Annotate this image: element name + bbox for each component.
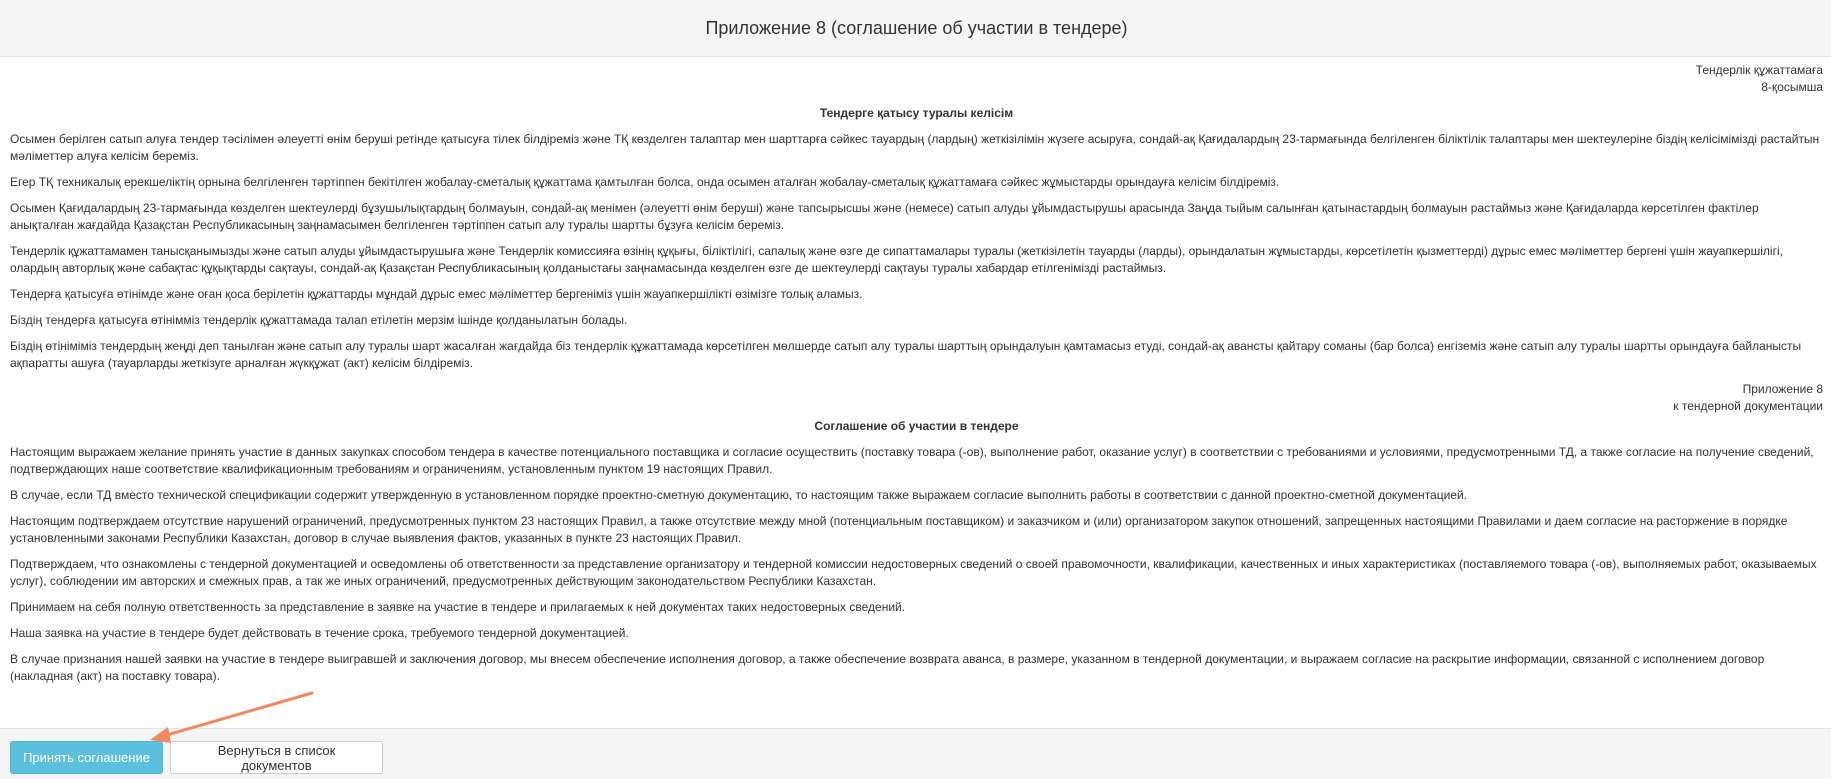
kz-paragraph: Осымен Қағидалардың 23-тармағында көзделген шектеулерді бұзушылықтардың болмауын, сондай-ақ менімен (әлеуетті өнім беруші) және тапсырысшы және (немесе) сатып алуды ұйымдастырушы арасында Заңда тыйым салынған қатынастардың болмауын растаймыз және Қағидаларда көрсетілген фактілер анықталған жағдайда Қазақстан Республикасының заңнамасымен белгіленген тәртіппен сатып алу туралы шартты бұзуға келісім береміз. (10, 201, 1759, 232)
agreement-content (10, 57, 1823, 712)
kz-paragraph: Егер ТҚ техникалық ерекшеліктің орнына белгіленген тәртіппен бекітілген жобалау-сметалық құжаттама қамтылған болса, онда осымен аталған жобалау-сметалық құжаттамаға сәйкес жұмыстарды орындауға келісім білдіреміз. (10, 175, 1280, 189)
kz-paragraphs (10, 131, 1823, 372)
ru-agreement-title: Соглашение об участии в тендере (814, 419, 1019, 433)
page-header (0, 0, 1831, 57)
kz-paragraph: Біздің тендерға қатысуға өтінімміз тендерлік құжаттамада талап етілетін мерзім ішінде қолданылатын болады. (10, 313, 628, 327)
ru-appendix-note-line2: к тендерной документации (1673, 399, 1823, 413)
ru-paragraph: Настоящим выражаем желание принять участие в данных закупках способом тендера в качестве потенциального поставщика и согласие осуществить (поставку товара (-ов), выполнение работ, оказание услуг) в соответствии с требованиями и условиями, предусмотренными ТД, а также согласие на получение сведений, подтверждающих наше соответствие квалификационным требованиям и ограничениям, установленным пунктом 19 настоящих Правил. (10, 445, 1814, 476)
kz-appendix-note (10, 62, 1823, 96)
kz-paragraph: Тендерлік құжаттамамен танысқанымызды және сатып алуды ұйымдастырушыға және Тендерлік комиссияға өзінің құқығы, біліктілігі, сапалық және өзге де сипаттамалары туралы (жеткізілетін тауарды (ларды), орындалатын жұмыстарды, көрсетілетін қызметтерді) дұрыс емес мәліметтер бергені үшін жауапкершілігі, олардың авторлық және сабақтас құқықтарды сақтауы, сондай-ақ Қазақстан Республикасының қолданыстағы заңнамасында көзделген өзге де шектеулерді сақтауы туралы хабардар етілгенімізді растаймыз. (10, 244, 1783, 275)
kz-paragraph: Осымен берілген сатып алуға тендер тәсілімен әлеуетті өнім беруші ретінде қатысуға тілек білдіреміз және ТҚ көзделген талаптар мен шарттарға сәйкес тауардың (лардың) жеткізілімін жүзеге асыруға, сондай-ақ Қағидалардың 23-тармағында белгіленген біліктілік талаптары мен шектеулеріне біздің келісімімізді растайтын мәліметтер алуға келісім береміз. (10, 132, 1820, 163)
ru-paragraph: Настоящим подтверждаем отсутствие нарушений ограничений, предусмотренных пунктом 23 настоящих Правил, а также отсутствие между мной (потенциальным поставщиком) и заказчиком и (или) организатором закупок отношений, запрещенных настоящими Правилами и даем согласие на расторжение в порядке установленными законами Республики Казахстан, договор в случае выявления фактов, указанных в пункте 23 настоящих Правил. (10, 514, 1788, 545)
page-title: Приложение 8 (соглашение об участии в тендере) (705, 17, 1128, 38)
ru-paragraph: В случае, если ТД вместо технической спецификации содержит утвержденную в установленном порядке проектно-сметную документацию, то настоящим также выражаем согласие выполнить работы в соответствии с данной проектно-сметной документацией. (10, 488, 1468, 502)
accept-agreement-button[interactable]: Принять соглашение (10, 741, 163, 774)
ru-paragraph: В случае признания нашей заявки на участие в тендере выигравшей и заключения договор, мы внесем обеспечение исполнения договор, а также обеспечение возврата аванса, в размере, указанном в тендерной документации, и выражаем согласие на раскрытие информации, связанной с исполнением договор (накладная (акт) на поставку товара). (10, 652, 1765, 683)
kz-appendix-note-line1: Тендерлік құжаттамаға (1695, 63, 1823, 77)
kz-paragraph: Тендерға қатысуға өтінімде және оған қоса берілетін құжаттарды мұндай дұрыс емес мәліметтер бергеніміз үшін жауапкершілікті өзімізге толық аламыз. (10, 287, 863, 301)
kz-paragraph: Біздің өтініміміз тендердың жеңді деп танылған және сатып алу туралы шарт жасалған жағдайда біз тендерлік құжаттамада көрсетілген мөлшерде сатып алу туралы шарттың орындалуын қамтамасыз етуді, сондай-ақ авансты қайтару соманы (бар болса) енгіземіз және сатып алу туралы шартты орындауға байланысты ақпаратты ашуға (тауарларды жеткізуге арналған жүкқұжат (акт) келісім білдіреміз. (10, 339, 1802, 370)
ru-appendix-note (10, 381, 1823, 415)
ru-paragraph: Наша заявка на участие в тендере будет действовать в течение срока, требуемого тендерной документацией. (10, 626, 629, 640)
ru-appendix-note-line1: Приложение 8 (1742, 382, 1823, 396)
back-to-documents-button[interactable]: Вернуться в список документов (170, 741, 383, 774)
ru-paragraph: Принимаем на себя полную ответственность за представление в заявке на участие в тендере и прилагаемых к ней документах таких недостоверных сведений. (10, 600, 906, 614)
ru-paragraph: Подтверждаем, что ознакомлены с тендерной документацией и осведомлены об ответственности за представление организатору и тендерной комиссии недостоверных сведений о своей правомочности, квалификации, качественных и иных характеристиках (поставляемого товара (-ов), выполняемых работ, оказываемых услуг), соблюдении им авторских и смежных прав, а так же иных ограничений, предусмотренных действующим законодательством Республики Казахстан. (10, 557, 1817, 588)
kz-agreement-title: Тендерге қатысу туралы келісім (819, 106, 1014, 120)
action-footer (0, 728, 1831, 779)
kz-appendix-note-line2: 8-қосымша (1761, 80, 1823, 94)
ru-paragraphs (10, 444, 1823, 685)
